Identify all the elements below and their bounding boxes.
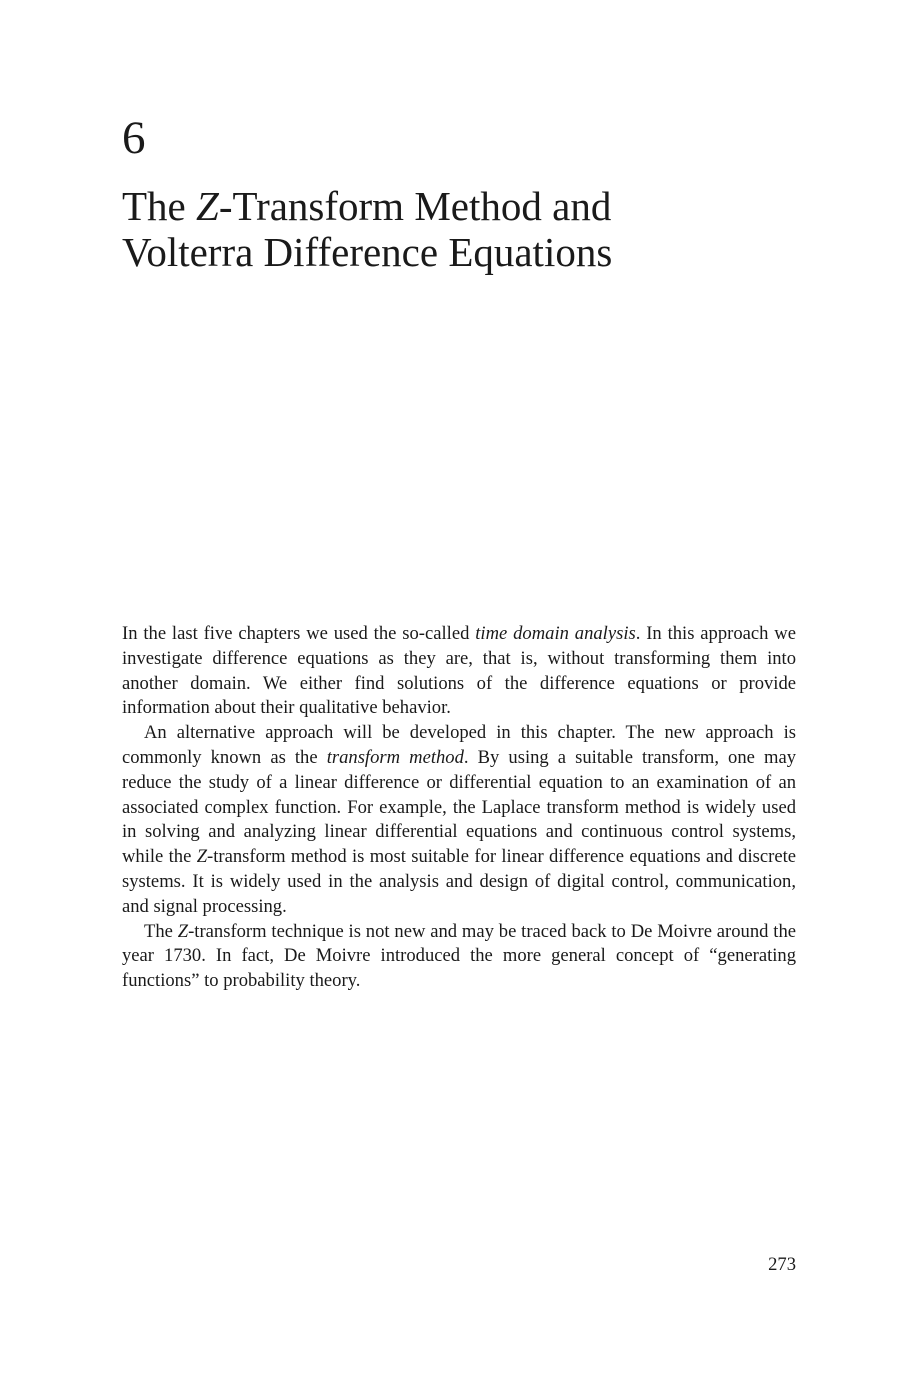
chapter-title-line-2: Volterra Difference Equations [122,229,613,275]
paragraph-3 [122,920,796,994]
chapter-number: 6 [122,112,146,164]
page-number: 273 [768,1254,796,1275]
p2-text-b: . By using a suitable transform, one may reduce the study of a linear difference or differential equation to an examination of an associated complex function. For example, the Laplace transform method is widely used in solving and analyzing linear differential equations and continuous control systems, while the [122,746,797,868]
paragraph-1 [122,622,796,721]
title-text-pre: The [122,183,196,229]
p1-text-b: . In this approach we investigate difference equations as they are, that is, without transforming them into another domain. We either find solutions of the difference equations or provide information about their qualitative behavior. [122,623,796,719]
p1-emphasis: time domain analysis [475,623,636,644]
title-math-z: Z [196,183,219,229]
p2-emphasis: transform method [326,746,464,768]
chapter-title [122,183,802,275]
chapter-intro-text [122,622,796,994]
title-text-post: -Transform Method and [218,183,612,229]
paragraph-2 [122,721,796,919]
p2-math-z: Z [196,846,208,868]
p2-text-c: -transform method is most suitable for linear difference equations and discrete systems. It is widely used in the analysis and design of digital control, communication, and signal processing. [122,846,796,917]
chapter-title-line-1 [122,183,802,229]
p3-text-a: The [144,920,178,942]
p3-math-z: Z [177,920,189,942]
p2-text-a: An alternative approach will be developed in this chapter. The new approach is commonly known as the [122,722,796,768]
p1-text-a: In the last five chapters we used the so-called [122,623,476,644]
p3-text-b: -transform technique is not new and may be traced back to De Moivre around the year 1730. In fact, De Moivre introduced the more general concept of “generating functions” to probability theory. [122,920,797,992]
